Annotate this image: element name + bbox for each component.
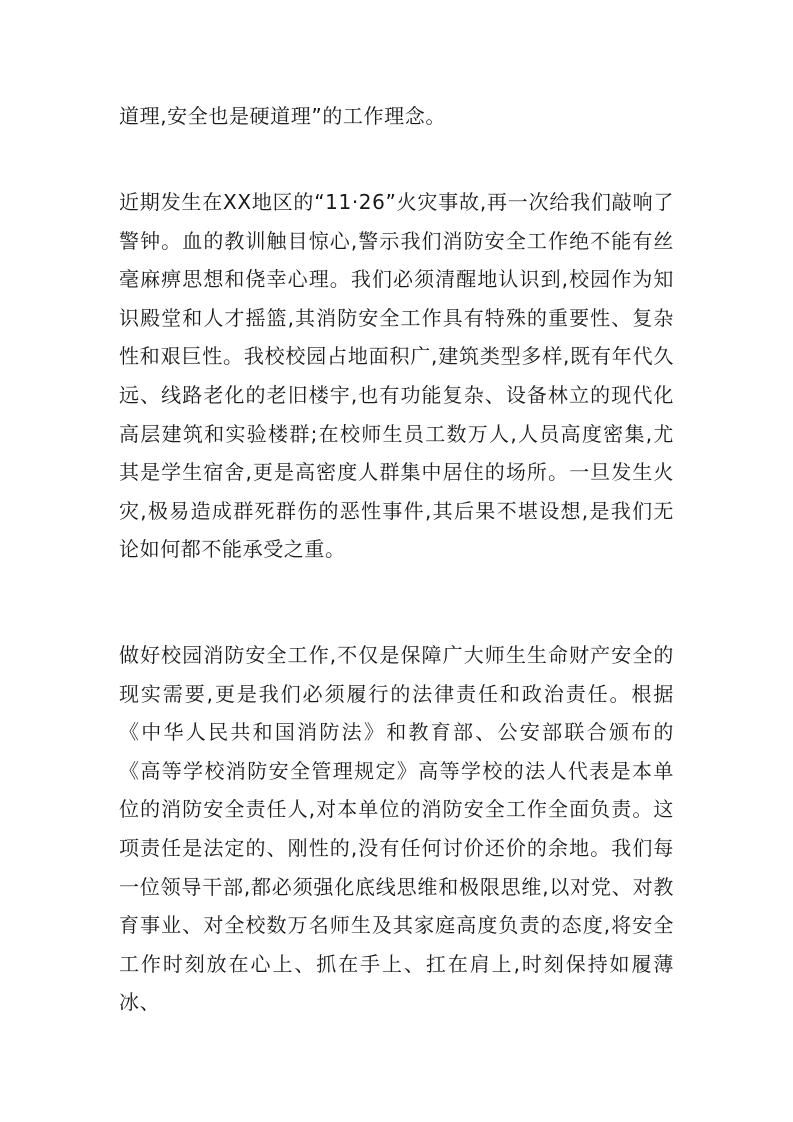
paragraph-continuation: 道理,安全也是硬道理”的工作理念。 [119, 104, 446, 128]
paragraph-fire-incident: 近期发生在XX地区的“11·26”火灾事故,再一次给我们敲响了警钟。血的教训触目惊心,警示我们消防安全工作绝不能有丝毫麻痹思想和侥幸心理。我们必须清醒地认识到,校园作为知识殿堂和人才摇篮,其消防安全工作具有特殊的重要性、复杂性和艰巨性。我校校园占地面积广,建筑类型多样,既有年代久远、线路老化的老旧楼宇,也有功能复杂、设备林立的现代化高层建筑和实验楼群;在校师生员工数万人,人员高度密集,尤其是学生宿舍,更是高密度人群集中居住的场所。一旦发生火灾,极易造成群死群伤的恶性事件,其后果不堪设想,是我们无论如何都不能承受之重。 [119, 190, 674, 562]
paragraph-legal-responsibility: 做好校园消防安全工作,不仅是保障广大师生生命财产安全的现实需要,更是我们必须履行的法律责任和政治责任。根据《中华人民共和国消防法》和教育部、公安部联合颁布的《高等学校消防安全管理规定》高等学校的法人代表是本单位的消防安全责任人,对本单位的消防安全工作全面负责。这项责任是法定的、刚性的,没有任何讨价还价的余地。我们每一位领导干部,都必须强化底线思维和极限思维,以对党、对教育事业、对全校数万名师生及其家庭高度负责的态度,将安全工作时刻放在心上、抓在手上、扛在肩上,时刻保持如履薄冰、 [119, 643, 674, 1015]
